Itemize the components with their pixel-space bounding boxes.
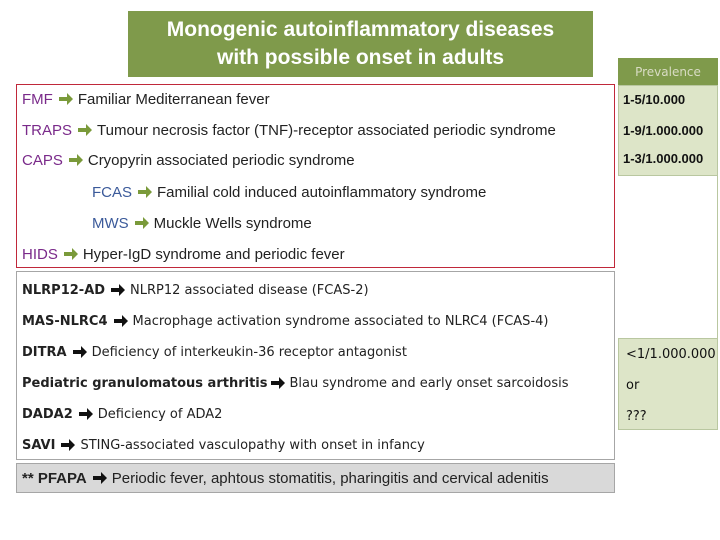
right-arrow-icon [110,283,126,297]
disease-row-mws [92,213,312,233]
prevalence-rare-1: <1/1.000.000 [626,347,716,362]
disease-description: Deficiency of ADA2 [97,406,223,422]
disease-acronym: TRAPS [22,121,73,139]
prevalence-fmf: 1-5/10.000 [623,92,686,107]
disease-row-pfapa [22,468,549,488]
disease-description: NLRP12 associated disease (FCAS-2) [130,282,369,298]
disease-description: Macrophage activation syndrome associated to NLRC4 (FCAS-4) [132,313,549,329]
classic-diseases-box [16,84,615,268]
disease-row-ditra [22,342,407,362]
disease-row-fmf [22,89,270,109]
right-arrow-icon [270,376,286,390]
disease-acronym: HIDS [22,245,58,263]
disease-acronym: MWS [92,214,129,232]
disease-description: Deficiency of interkeukin-36 receptor antagonist [91,344,407,360]
right-arrow-icon [58,92,74,106]
disease-description: Muckle Wells syndrome [153,214,312,232]
right-arrow-icon [92,471,108,485]
disease-description: Tumour necrosis factor (TNF)-receptor associated periodic syndrome [97,121,556,139]
prevalence-traps: 1-9/1.000.000 [623,123,704,138]
disease-acronym: DITRA [22,344,67,360]
disease-description: Familiar Mediterranean fever [77,90,270,108]
disease-description: Cryopyrin associated periodic syndrome [87,151,355,169]
disease-acronym: FCAS [92,183,133,201]
disease-acronym: SAVI [22,437,56,453]
prevalence-caps: 1-3/1.000.000 [623,151,704,166]
disease-description: Familial cold induced autoinflammatory syndrome [157,183,487,201]
disease-row-traps [22,120,556,140]
disease-acronym: MAS-NLRC4 [22,313,108,329]
disease-row-hids [22,244,345,264]
disease-description: STING-associated vasculopathy with onset in infancy [80,437,425,453]
title-line-1: Monogenic autoinflammatory diseases [166,18,555,41]
prevalence-rare-unknown: ??? [626,409,647,424]
right-arrow-icon [137,185,153,199]
disease-row-pga [22,373,569,393]
disease-acronym: ** PFAPA [22,469,87,487]
disease-row-dada2 [22,404,222,424]
title-line-2: with possible onset in adults [216,46,505,69]
right-arrow-icon [63,247,79,261]
disease-row-caps [22,150,355,170]
right-arrow-icon [72,345,88,359]
prevalence-column-border [717,85,718,430]
disease-acronym: NLRP12-AD [22,282,106,298]
disease-row-savi [22,435,425,455]
slide-title [128,11,593,77]
disease-description: Blau syndrome and early onset sarcoidosis [289,375,569,391]
disease-acronym: CAPS [22,151,63,169]
disease-description: Hyper-IgD syndrome and periodic fever [82,245,345,263]
prevalence-rare-or: or [626,378,640,393]
right-arrow-icon [134,216,150,230]
disease-row-mas-nlrc4 [22,311,548,331]
right-arrow-icon [113,314,129,328]
disease-acronym: Pediatric granulomatous arthritis [22,375,268,391]
disease-row-nlrp12 [22,280,369,300]
disease-acronym: FMF [22,90,53,108]
right-arrow-icon [68,153,84,167]
right-arrow-icon [77,123,93,137]
right-arrow-icon [78,407,94,421]
prevalence-header: Prevalence [618,58,718,85]
right-arrow-icon [60,438,76,452]
disease-row-fcas [92,182,486,202]
disease-description: Periodic fever, aphtous stomatitis, pharingitis and cervical adenitis [111,469,549,487]
disease-acronym: DADA2 [22,406,73,422]
